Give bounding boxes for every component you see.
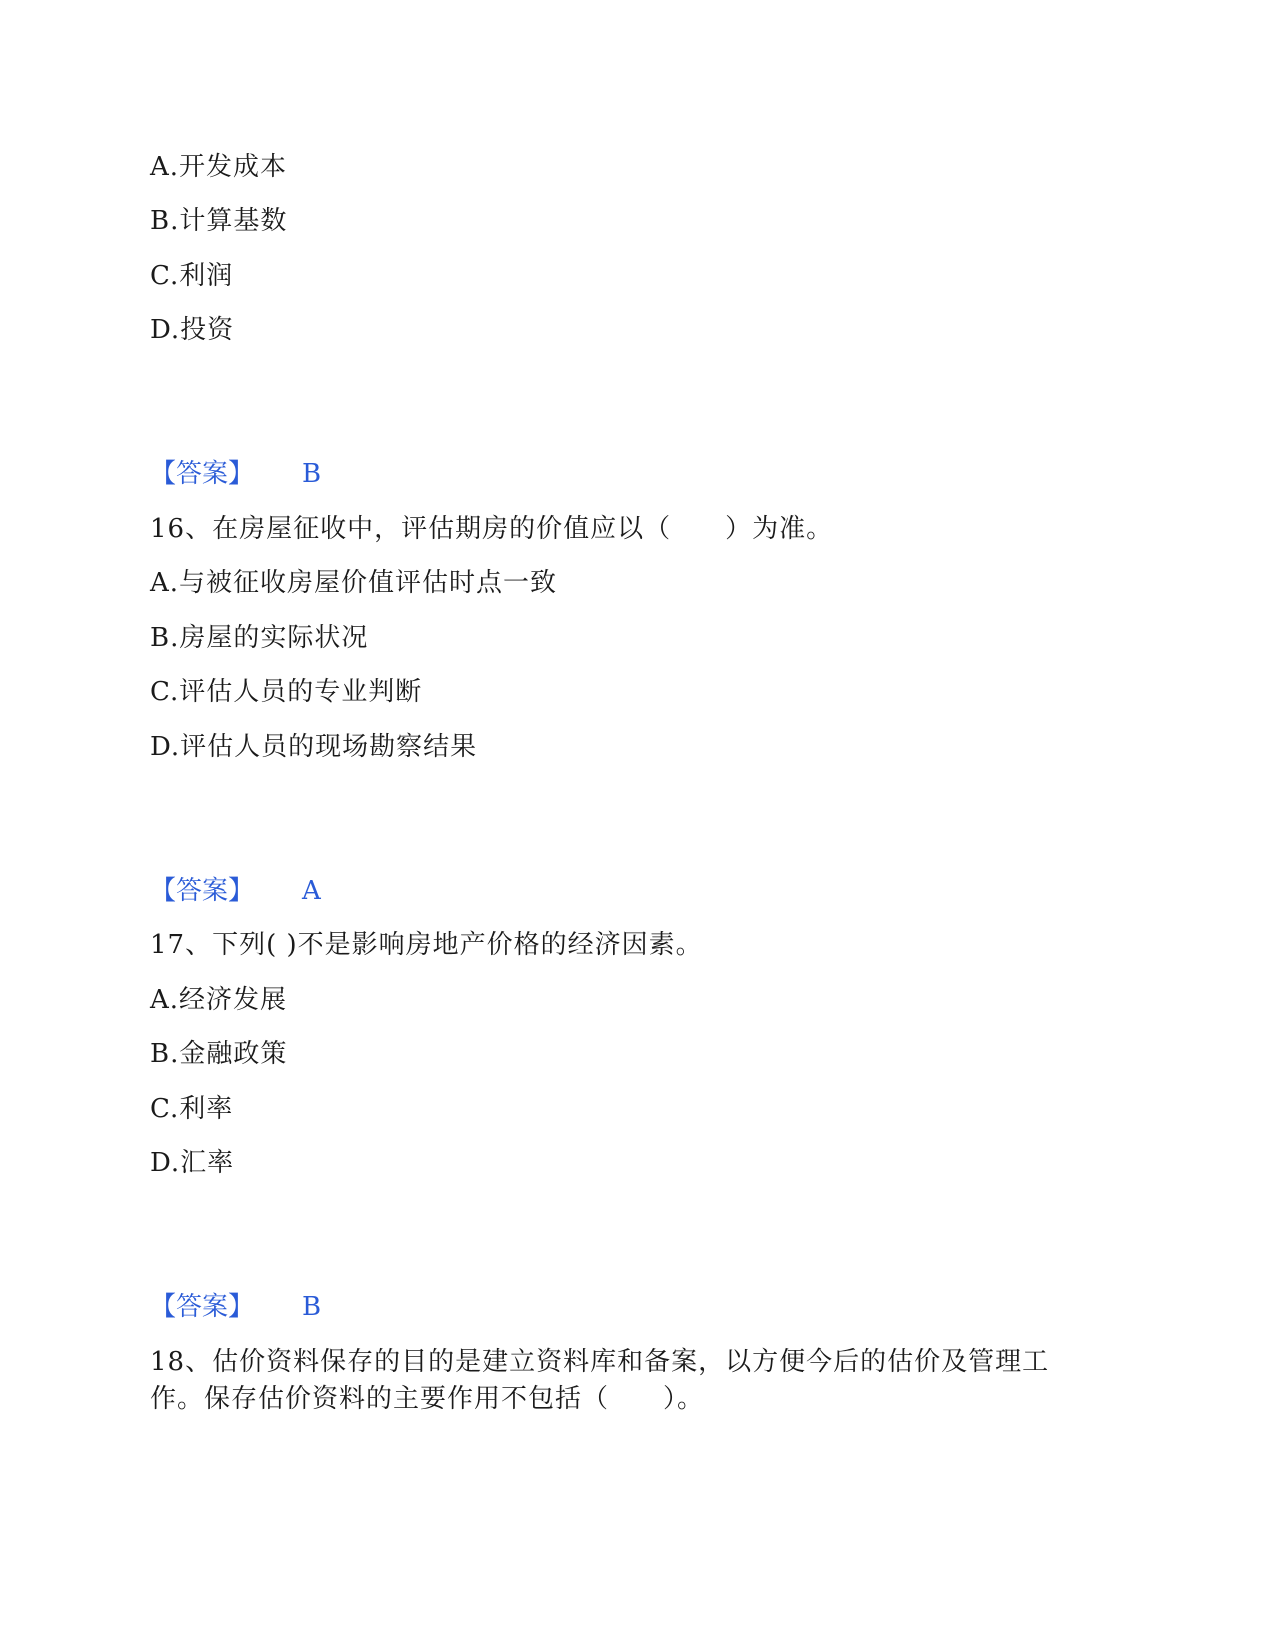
q15-option-d: D.投资	[150, 315, 235, 345]
q16-question: 16、在房屋征收中，评估期房的价值应以（ ）为准。	[150, 514, 834, 544]
q15-answer	[150, 458, 321, 490]
q17-answer-letter: B	[302, 1292, 322, 1322]
q16-option-b: B.房屋的实际状况	[150, 623, 369, 653]
q16-option-c: C.评估人员的专业判断	[150, 677, 423, 707]
q15-option-a: A.开发成本	[150, 152, 288, 182]
q17-option-b: B.金融政策	[150, 1039, 288, 1069]
q16-answer	[150, 875, 321, 907]
q17-question: 17、下列( )不是影响房地产价格的经济因素。	[150, 930, 703, 960]
q17-answer	[150, 1291, 321, 1323]
q15-option-b: B.计算基数	[150, 206, 288, 236]
q18-question-line1: 18、估价资料保存的目的是建立资料库和备案，以方便今后的估价及管理工	[150, 1347, 1050, 1377]
q16-answer-letter: A	[302, 876, 321, 906]
q15-answer-letter: B	[302, 459, 322, 489]
q17-option-a: A.经济发展	[150, 985, 288, 1015]
q16-answer-label: 【答案】	[150, 876, 255, 906]
q17-option-c: C.利率	[150, 1094, 234, 1124]
q17-option-d: D.汇率	[150, 1148, 235, 1178]
q18-question-line2: 作。保存估价资料的主要作用不包括（ ）。	[150, 1384, 705, 1414]
q15-option-c: C.利润	[150, 261, 234, 291]
q16-option-d: D.评估人员的现场勘察结果	[150, 732, 478, 762]
q17-answer-label: 【答案】	[150, 1292, 255, 1322]
q16-option-a: A.与被征收房屋价值评估时点一致	[150, 568, 558, 598]
q15-answer-label: 【答案】	[150, 459, 255, 489]
